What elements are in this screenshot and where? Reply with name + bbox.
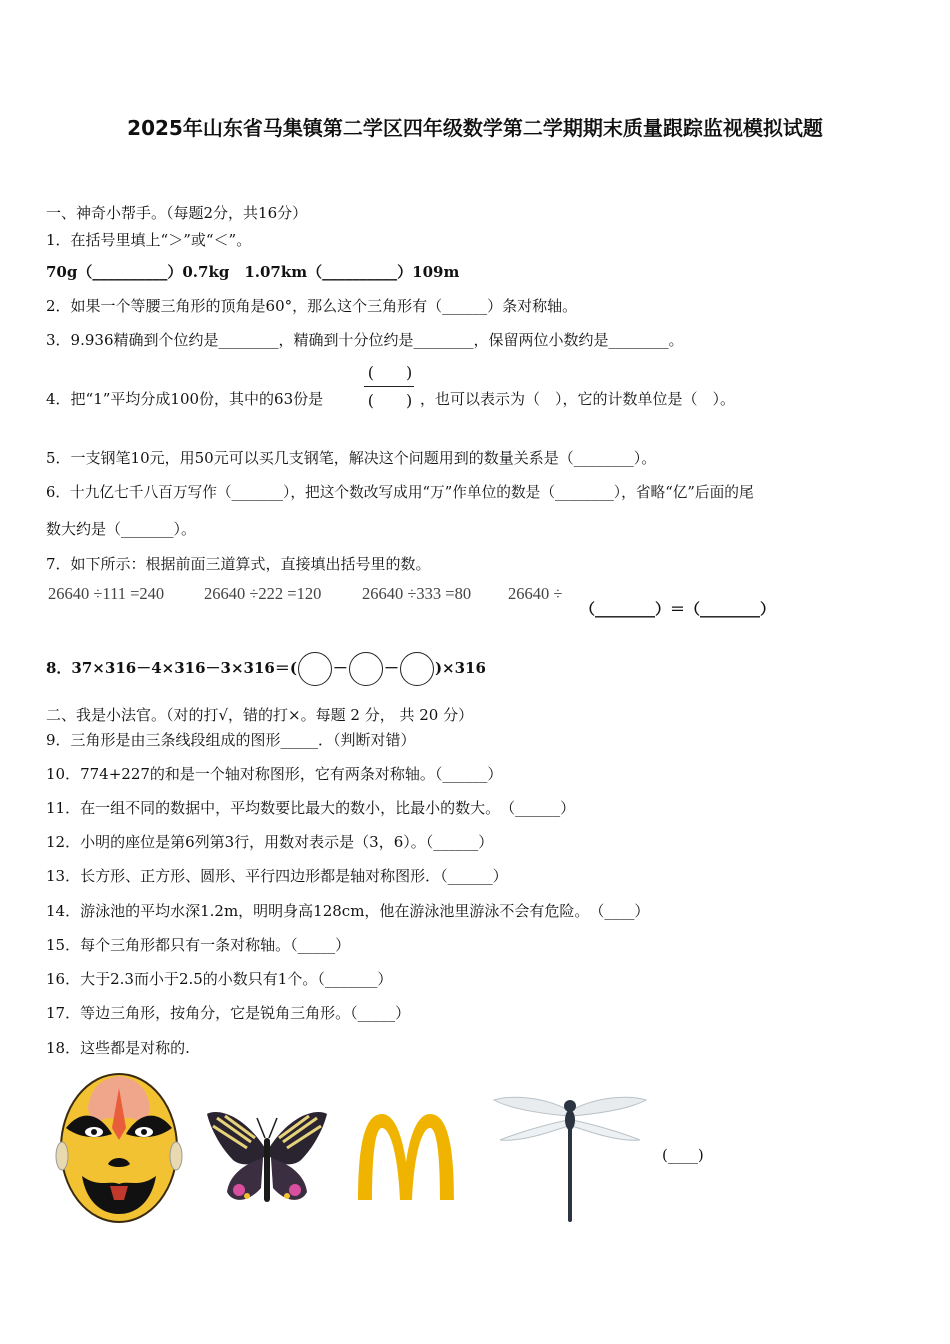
question-9: 9．三角形是由三条线段组成的图形_____．（判断对错） xyxy=(46,731,416,749)
question-4-start: 4．把“1”平均分成100份，其中的63份是 xyxy=(46,390,324,408)
answer-circle-2 xyxy=(349,652,383,686)
question-6-line-2: 数大约是（_______）。 xyxy=(46,520,197,538)
question-7: 7．如下所示：根据前面三道算式，直接填出括号里的数。 xyxy=(46,555,431,573)
question-17: 17．等边三角形，按角分，它是锐角三角形。（_____） xyxy=(46,1004,411,1022)
equation-1: 26640 ÷111 =240 xyxy=(48,584,165,603)
question-8 xyxy=(46,650,486,686)
question-14: 14．游泳池的平均水深1.2m，明明身高128cm，他在游泳池里游泳不会有危险。 （____） xyxy=(46,902,650,920)
question-2: 2．如果一个等腰三角形的顶角是60°，那么这个三角形有（______）条对称轴。 xyxy=(46,297,578,315)
mcdonalds-logo-image xyxy=(354,1110,458,1202)
question-18-blank: (____) xyxy=(662,1146,704,1164)
question-11: 11．在一组不同的数据中，平均数要比最大的数小，比最小的数大。 （______） xyxy=(46,799,576,817)
section-1-heading: 一、神奇小帮手。（每题2分，共16分） xyxy=(46,204,308,222)
fraction-denominator: ( ) xyxy=(367,391,413,410)
question-3: 3．9.936精确到个位约是________，精确到十分位约是________，保留两位小数约是________。 xyxy=(46,331,684,349)
question-18: 18．这些都是对称的. xyxy=(46,1039,190,1057)
fraction-numerator: ( ) xyxy=(367,363,413,382)
dragonfly-image xyxy=(490,1090,650,1224)
question-15: 15．每个三角形都只有一条对称轴。（_____） xyxy=(46,936,351,954)
answer-circle-1 xyxy=(298,652,332,686)
question-8-start: 8．37×316－4×316－3×316＝( xyxy=(46,659,297,677)
question-5: 5．一支钢笔10元，用50元可以买几支钢笔，解决这个问题用到的数量关系是（________）。 xyxy=(46,449,657,467)
question-13: 13．长方形、正方形、圆形、平行四边形都是轴对称图形．（______） xyxy=(46,867,508,885)
equation-2: 26640 ÷222 =120 xyxy=(204,584,322,603)
section-2-heading: 二、我是小法官。（对的打√，错的打×。每题 2 分， 共 20 分） xyxy=(46,706,474,724)
question-10: 10．774+227的和是一个轴对称图形，它有两条对称轴。（______） xyxy=(46,765,503,783)
question-6-line-1: 6．十九亿七千八百万写作（_______），把这个数改写成用“万”作单位的数是（________），省略“亿”后面的尾 xyxy=(46,484,754,501)
page-title: 2025年山东省马集镇第二学区四年级数学第二学期期末质量跟踪监视模拟试题 xyxy=(127,116,823,140)
fraction-bar xyxy=(364,386,414,387)
question-1: 1．在括号里填上“＞”或“＜”。 xyxy=(46,231,252,249)
question-7-blanks: （________）＝（________） xyxy=(580,600,776,618)
question-1-comparisons: 70g（__________）0.7kg 1.07km（__________）109m xyxy=(46,263,460,281)
question-12: 12．小明的座位是第6列第3行，用数对表示是（3，6）。（______） xyxy=(46,833,494,851)
question-4-end: ，也可以表示为（ ），它的计数单位是（ ）。 xyxy=(420,390,736,408)
equation-4: 26640 ÷ xyxy=(508,584,563,603)
minus-sign: － xyxy=(332,659,348,677)
opera-mask-image xyxy=(52,1068,186,1224)
question-16: 16．大于2.3而小于2.5的小数只有1个。（_______） xyxy=(46,970,393,988)
butterfly-image xyxy=(203,1108,331,1212)
question-8-end: )×316 xyxy=(434,659,486,677)
minus-sign: － xyxy=(383,659,399,677)
equation-3: 26640 ÷333 =80 xyxy=(362,584,472,603)
answer-circle-3 xyxy=(400,652,434,686)
